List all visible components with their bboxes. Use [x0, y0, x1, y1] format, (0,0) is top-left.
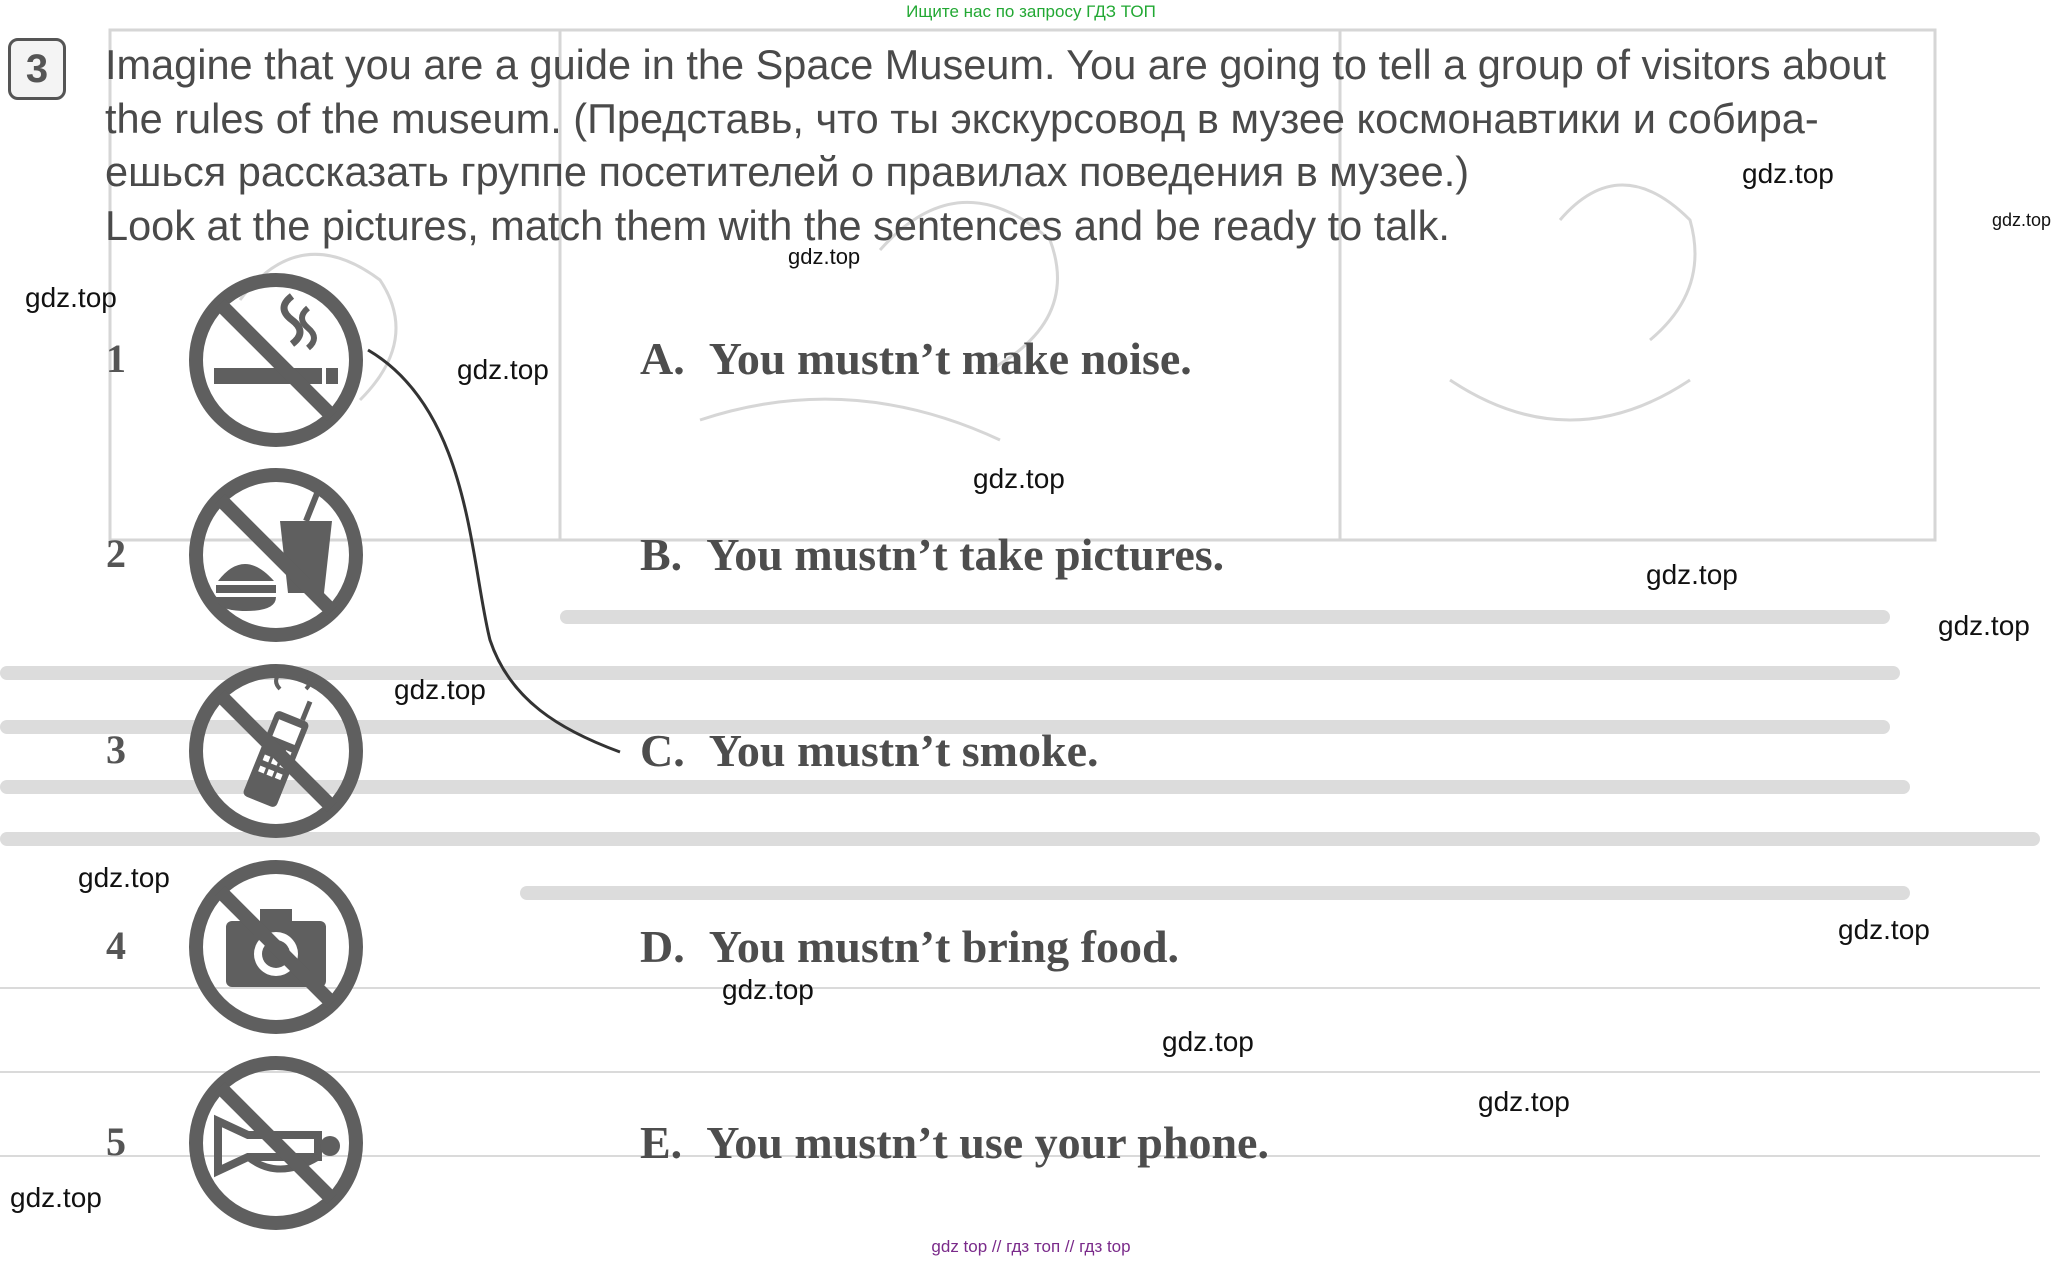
sentence-text: You mustn’t use your phone. — [706, 1117, 1269, 1168]
exercise-number: 3 — [8, 38, 66, 100]
bottom-banner: gdz top // гдз топ // гдз top — [931, 1237, 1131, 1256]
sentence-letter: D. — [640, 921, 685, 972]
sentence-text: You mustn’t bring food. — [708, 921, 1180, 972]
watermark: gdz.top — [1992, 210, 2052, 230]
sign-number: 2 — [106, 531, 126, 576]
watermark: gdz.top — [394, 674, 486, 705]
sign-number: 3 — [106, 727, 126, 772]
sentence-e — [640, 1116, 1269, 1169]
instruction-line: ешься рассказать группе посетителей о правилах поведения в музее.) — [105, 148, 1470, 195]
sentence-text: You mustn’t take pictures. — [706, 529, 1225, 580]
sentence-c — [640, 724, 1099, 777]
sentence-letter: B. — [640, 529, 683, 580]
sentence-letter: E. — [640, 1117, 683, 1168]
sign-number: 4 — [106, 923, 126, 968]
watermark: gdz.top — [10, 1182, 102, 1213]
sentence-d — [640, 920, 1179, 973]
instructions — [105, 38, 2050, 252]
no-phone-icon — [184, 659, 368, 843]
no-smoking-icon — [184, 268, 368, 452]
top-banner: Ищите нас по запросу ГДЗ ТОП — [906, 2, 1156, 21]
watermark: gdz.top — [722, 974, 814, 1005]
watermark: gdz.top — [788, 244, 861, 269]
sign-number: 1 — [106, 336, 126, 381]
sentence-letter: A. — [640, 333, 685, 384]
no-noise-icon — [184, 1051, 368, 1235]
sentence-a — [640, 332, 1192, 385]
watermark: gdz.top — [1478, 1086, 1570, 1117]
sentence-b — [640, 528, 1224, 581]
sign-number: 5 — [106, 1119, 126, 1164]
sentence-text: You mustn’t make noise. — [708, 333, 1192, 384]
watermark: gdz.top — [457, 354, 549, 385]
watermark: gdz.top — [1938, 610, 2030, 641]
watermark: gdz.top — [1742, 158, 1834, 189]
sentence-text: You mustn’t smoke. — [708, 725, 1099, 776]
no-food-icon — [184, 463, 368, 647]
watermark: gdz.top — [1162, 1026, 1254, 1057]
watermark: gdz.top — [25, 282, 117, 313]
instruction-line: Look at the pictures, match them with the sentences and be ready to talk. — [105, 201, 1450, 249]
watermark: gdz.top — [1646, 559, 1738, 590]
watermark: gdz.top — [78, 862, 170, 893]
no-camera-icon — [184, 855, 368, 1039]
instruction-line: Imagine that you are a guide in the Space Museum. You are going to tell a group of visitors about — [105, 41, 1887, 88]
sentence-letter: C. — [640, 725, 685, 776]
watermark: gdz.top — [1838, 914, 1930, 945]
instruction-line: the rules of the museum. (Представь, что ты экскурсовод в музее космонавтики и собира- — [105, 94, 1819, 142]
watermark: gdz.top — [973, 463, 1065, 494]
